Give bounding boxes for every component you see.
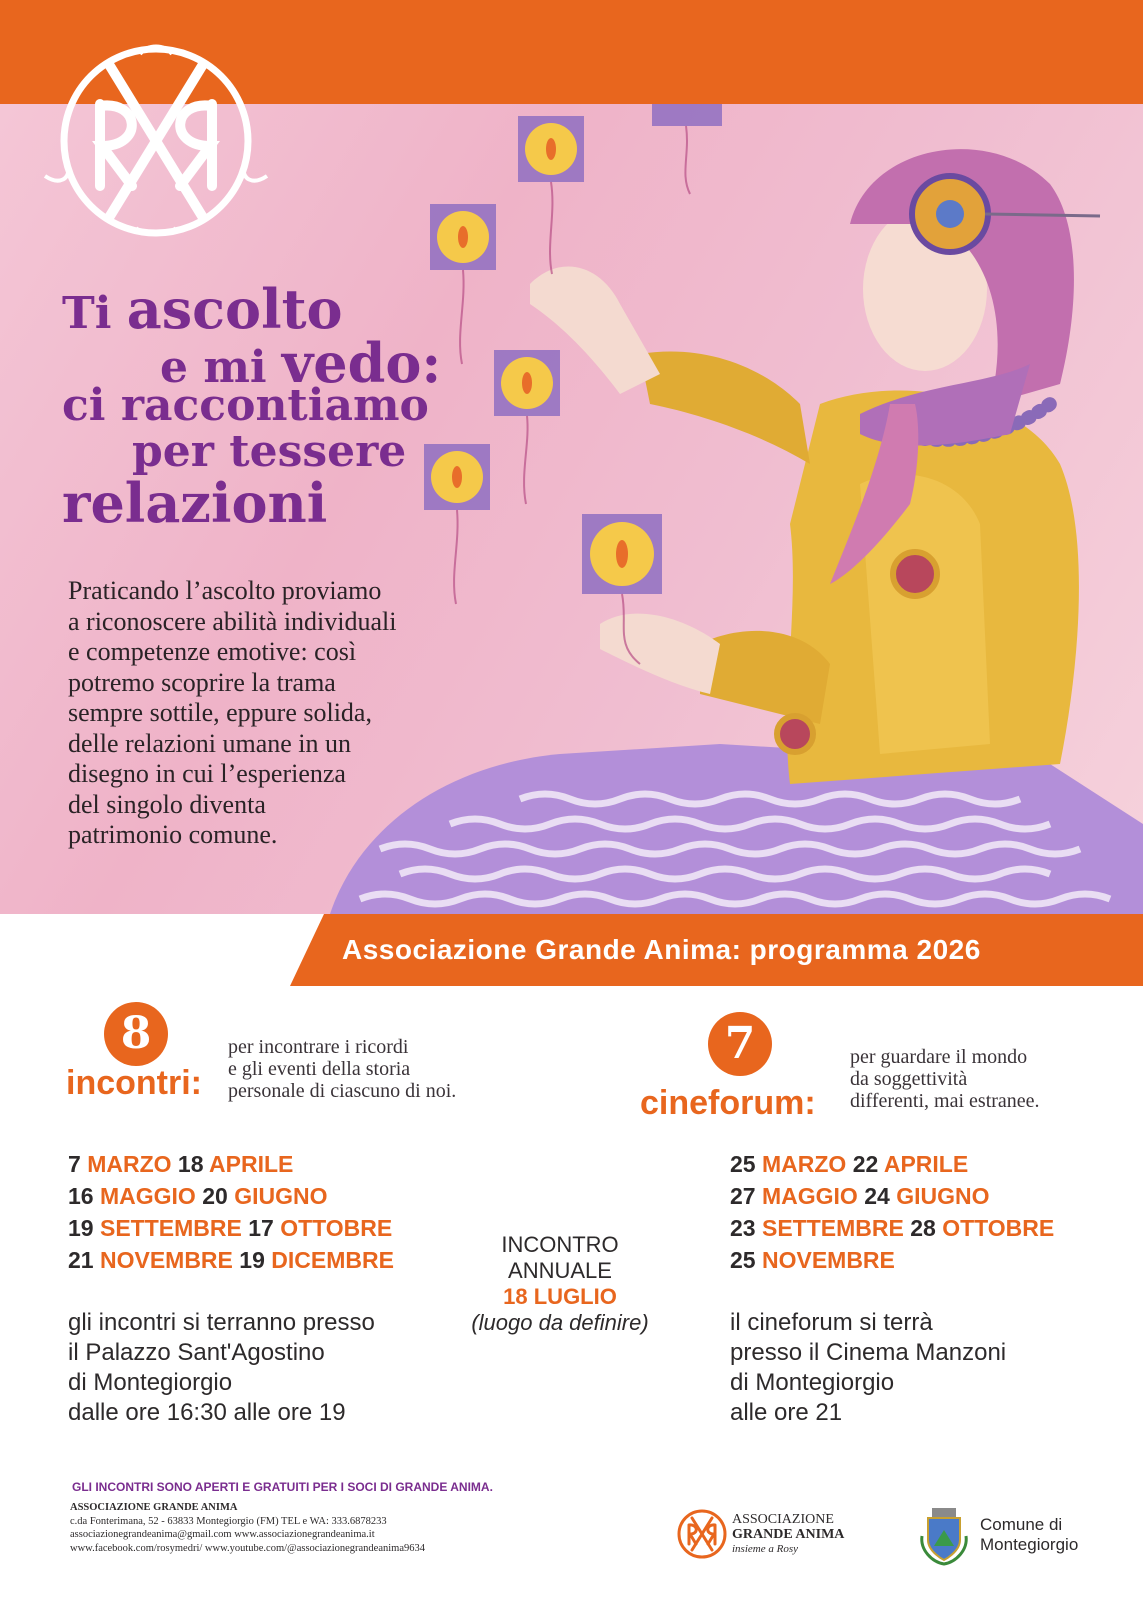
incontri-count-badge: 8 — [104, 1002, 168, 1066]
headline-line5: relazioni — [62, 471, 328, 535]
date-row: 27 MAGGIO 24 GIUGNO — [730, 1183, 990, 1209]
incontri-description — [228, 1036, 456, 1102]
intro-line: patrimonio comune. — [68, 820, 278, 849]
desc-line: per guardare il mondo — [850, 1046, 1028, 1068]
association-logo-icon — [676, 1508, 728, 1560]
contact-block — [70, 1501, 425, 1555]
annual-line2: ANNUALE — [508, 1258, 612, 1283]
cineforum-venue — [730, 1308, 1006, 1428]
intro-line: e competenze emotive: così — [68, 637, 357, 666]
comune-line2: Montegiorgio — [980, 1535, 1079, 1554]
date-row: 16 MAGGIO 20 GIUGNO — [68, 1183, 328, 1209]
date-row: 23 SETTEMBRE 28 OTTOBRE — [730, 1215, 1055, 1241]
date-row: 25 MARZO 22 APRILE — [730, 1151, 969, 1177]
contact-line: ASSOCIAZIONE GRANDE ANIMA — [70, 1502, 238, 1513]
free-access-note: GLI INCONTRI SONO APERTI E GRATUITI PER I SOCI DI GRANDE ANIMA. — [72, 1480, 493, 1494]
annual-meeting — [440, 1232, 680, 1336]
headline-line4: per tessere — [132, 426, 407, 477]
intro-line: disegno in cui l’esperienza — [68, 759, 346, 788]
venue-line: alle ore 21 — [730, 1399, 843, 1426]
assoc-line1: ASSOCIAZIONE — [732, 1512, 834, 1527]
desc-line: e gli eventi della storia — [228, 1058, 411, 1080]
desc-line: per incontrare i ricordi — [228, 1036, 409, 1058]
date-row: 21 NOVEMBRE 19 DICEMBRE — [68, 1247, 394, 1273]
cineforum-description — [850, 1046, 1040, 1112]
association-logo-text — [732, 1512, 844, 1557]
incontri-dates — [68, 1148, 394, 1276]
incontri-venue — [68, 1308, 375, 1428]
intro-line: sempre sottile, eppure solida, — [68, 698, 372, 727]
annual-place: (luogo da definire) — [471, 1310, 649, 1335]
headline-line2b: vedo: — [281, 331, 442, 395]
intro-line: Praticando l’ascolto proviamo — [68, 576, 382, 605]
cineforum-label: cineforum: — [640, 1084, 816, 1122]
desc-line: differenti, mai estranee. — [850, 1090, 1040, 1112]
date-row: 7 MARZO 18 APRILE — [68, 1151, 294, 1177]
date-row: 25 NOVEMBRE — [730, 1247, 895, 1273]
desc-line: personale di ciascuno di noi. — [228, 1080, 457, 1102]
contact-line[interactable]: associazionegrandeanima@gmail.com www.associazionegrandeanima.it — [70, 1529, 375, 1540]
headline-line1a: Ti — [62, 288, 127, 339]
headline-line3: ci raccontiamo — [62, 380, 429, 431]
venue-line: presso il Cinema Manzoni — [730, 1339, 1007, 1366]
venue-line: il cineforum si terrà — [730, 1309, 933, 1336]
municipal-crest-icon — [918, 1506, 970, 1566]
venue-line: di Montegiorgio — [730, 1369, 895, 1396]
comune-label — [980, 1515, 1078, 1555]
contact-line: c.da Fonterimana, 52 - 63833 Montegiorgio (FM) TEL e WA: 333.6878233 — [70, 1515, 387, 1527]
annual-date: 18 LUGLIO — [503, 1284, 617, 1309]
venue-line: di Montegiorgio — [68, 1369, 233, 1396]
contact-line[interactable]: www.facebook.com/rosymedri/ www.youtube.com/@associazionegrandeanima9634 — [70, 1542, 425, 1554]
comune-line1: Comune di — [980, 1515, 1063, 1534]
venue-line: il Palazzo Sant'Agostino — [68, 1339, 325, 1366]
intro-line: a riconoscere abilità individuali — [68, 606, 397, 636]
annual-line1: INCONTRO — [501, 1232, 619, 1257]
assoc-line2: GRANDE ANIMA — [732, 1527, 845, 1542]
intro-line: delle relazioni umane in un — [68, 728, 352, 758]
intro-line: del singolo diventa — [68, 789, 266, 819]
headline-line2a: e mi — [160, 342, 282, 393]
desc-line: da soggettività — [850, 1068, 968, 1090]
venue-line: gli incontri si terranno presso — [68, 1309, 375, 1336]
cineforum-count-badge: 7 — [708, 1012, 772, 1076]
cineforum-dates — [730, 1148, 1054, 1276]
program-title: Associazione Grande Anima: programma 2026 — [342, 934, 981, 965]
intro-paragraph — [68, 576, 488, 851]
assoc-line3: insieme a Rosy — [732, 1543, 798, 1555]
intro-line: potremo scoprire la trama — [68, 667, 336, 697]
rr-monogram-logo — [40, 36, 272, 246]
incontri-label: incontri: — [66, 1064, 202, 1102]
headline-line1b: ascolto — [126, 277, 343, 341]
date-row: 19 SETTEMBRE 17 OTTOBRE — [68, 1215, 393, 1241]
venue-line: dalle ore 16:30 alle ore 19 — [68, 1399, 346, 1426]
